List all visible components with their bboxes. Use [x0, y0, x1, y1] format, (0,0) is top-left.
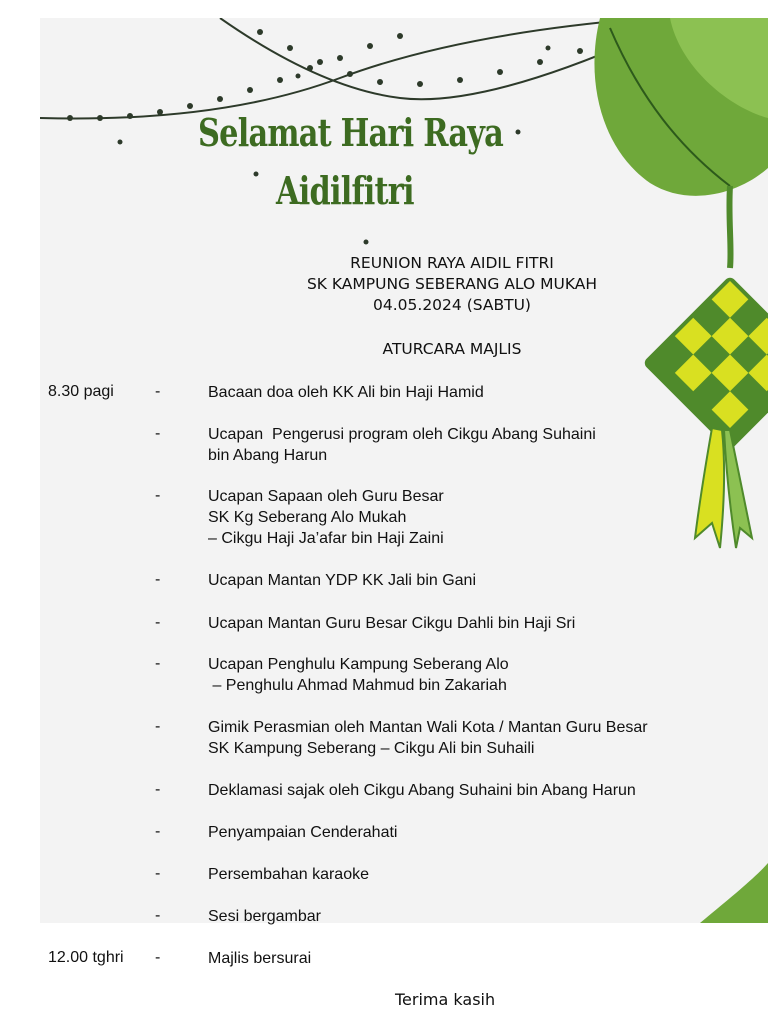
program-dash: -	[155, 865, 161, 882]
program-item: Majlis bersurai	[208, 950, 312, 967]
program-time: 12.00 tghri	[48, 949, 124, 966]
program-item: Gimik Perasmian oleh Mantan Wali Kota / Mantan Guru Besar SK Kampung Seberang – Cikgu Ali bin Suhaili	[208, 719, 648, 757]
program-dash: -	[155, 425, 161, 442]
program-dash: -	[155, 949, 161, 966]
program-dash: -	[155, 907, 161, 924]
program-item: Bacaan doa oleh KK Ali bin Haji Hamid	[208, 384, 484, 401]
section-title: ATURCARA MAJLIS	[382, 340, 522, 358]
program-time: 8.30 pagi	[48, 383, 114, 400]
event-date: 04.05.2024 (SABTU)	[373, 296, 531, 314]
program-dash: -	[155, 487, 161, 504]
program-item: Ucapan Mantan YDP KK Jali bin Gani	[208, 572, 477, 589]
program-item: Deklamasi sajak oleh Cikgu Abang Suhaini bin Abang Harun	[208, 782, 636, 799]
program-dash: -	[155, 718, 161, 735]
program-item: Ucapan Pengerusi program oleh Cikgu Abang Suhaini bin Abang Harun	[208, 426, 596, 464]
greeting-line-1: Selamat Hari Raya	[198, 110, 504, 155]
program-dash: -	[155, 823, 161, 840]
program-dash: -	[155, 383, 161, 400]
greeting-line-2: Aidilfitri	[276, 168, 414, 213]
program-item: Persembahan karaoke	[208, 866, 369, 883]
event-title: REUNION RAYA AIDIL FITRI	[350, 254, 554, 272]
event-school: SK KAMPUNG SEBERANG ALO MUKAH	[306, 275, 598, 293]
program-dash: -	[155, 614, 161, 631]
program-item: Penyampaian Cenderahati	[208, 824, 398, 841]
program-item: Ucapan Mantan Guru Besar Cikgu Dahli bin Haji Sri	[208, 615, 576, 632]
program-dash: -	[155, 571, 161, 588]
program-item: Ucapan Sapaan oleh Guru Besar SK Kg Seberang Alo Mukah – Cikgu Haji Ja’afar bin Haji Zaini	[208, 488, 444, 547]
program-item: Ucapan Penghulu Kampung Seberang Alo – Penghulu Ahmad Mahmud bin Zakariah	[208, 656, 509, 694]
program-dash: -	[155, 655, 161, 672]
program-dash: -	[155, 781, 161, 798]
program-item: Sesi bergambar	[208, 908, 321, 925]
closing-text: Terima kasih	[395, 990, 496, 1009]
